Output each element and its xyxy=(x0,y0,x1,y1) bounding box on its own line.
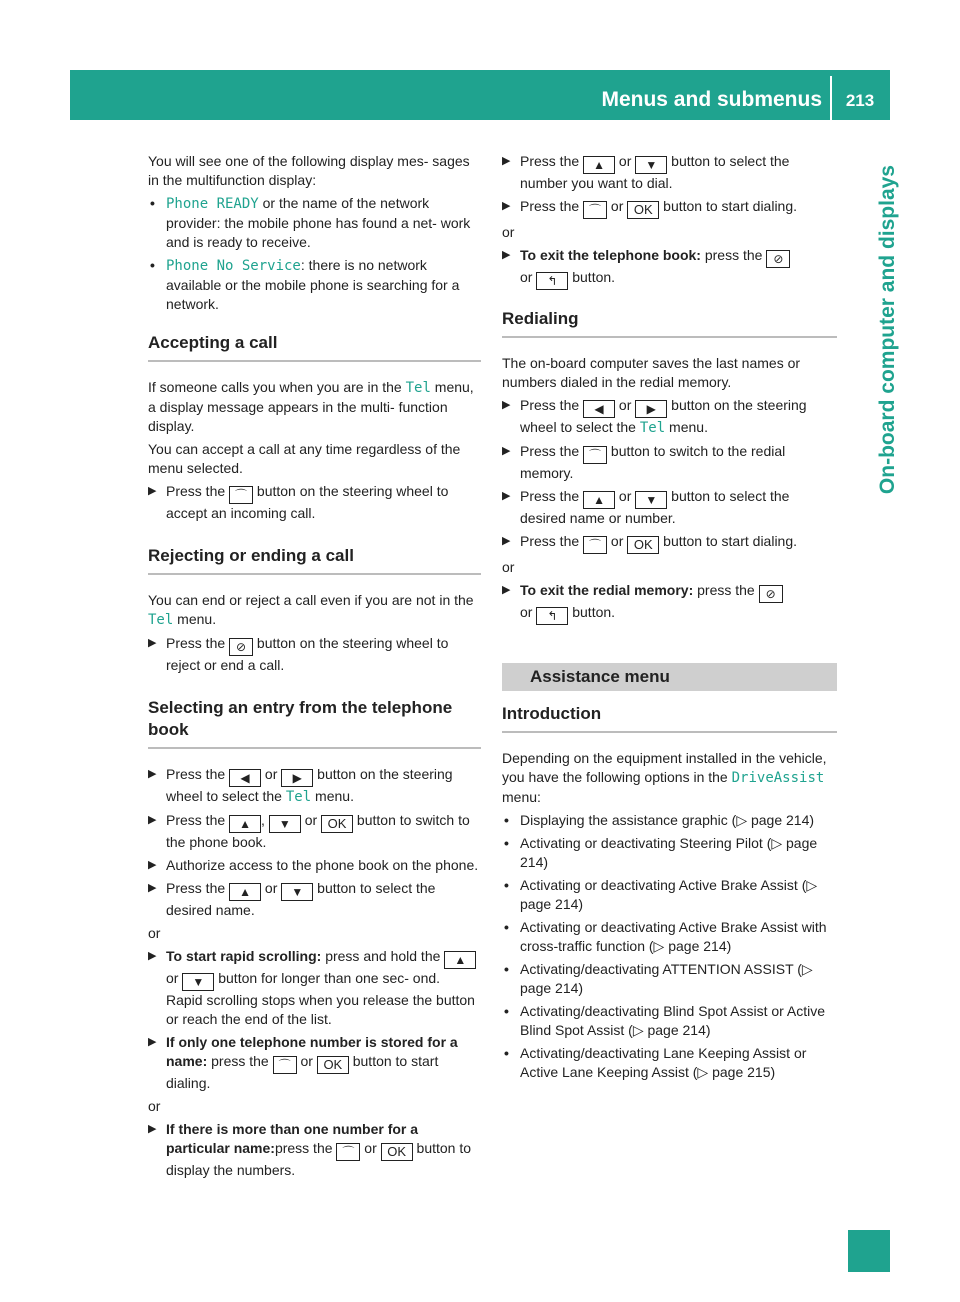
phone-key-icon: ⌒ xyxy=(273,1056,297,1074)
back-key-icon: ↰ xyxy=(536,272,568,290)
step: ▶ Press the ⌒ or OK button to start dialing. xyxy=(502,198,798,217)
ok-key-icon: OK xyxy=(627,201,659,219)
step: ▶ Press the ◀ or ▶ button on the steering wheel to select the Tel menu. xyxy=(502,397,807,436)
paragraph: You can accept a call at any time regardless of the menu selected. xyxy=(148,441,461,476)
hangup-key-icon: ⊘ xyxy=(229,638,253,656)
up-key-icon: ▲ xyxy=(229,815,261,833)
step-arrow-icon: ▶ xyxy=(148,950,157,962)
left-key-icon: ◀ xyxy=(229,769,261,787)
step-arrow-icon: ▶ xyxy=(148,1036,157,1048)
side-tab-title: On-board computer and displays xyxy=(876,165,899,495)
list-item: • Phone No Service: there is no network available or the mobile phone is searching for a network. xyxy=(150,257,460,312)
step: ▶ Press the ▲ or ▼ button to select the desired name. xyxy=(148,880,436,918)
down-key-icon: ▼ xyxy=(281,883,313,901)
step-arrow-icon: ▶ xyxy=(148,814,157,826)
or-text: or xyxy=(148,1098,161,1114)
list-item: • Activating/deactivating Blind Spot Assist or Active Blind Spot Assist (▷ page 214) xyxy=(504,1003,826,1038)
page-header-title: Menus and submenus xyxy=(601,88,822,111)
list-item: • Phone READY or the name of the network provider: the mobile phone has found a net- work and is ready to receive. xyxy=(150,195,471,250)
step: ▶ To exit the telephone book: press the ⊘ or ↰ button. xyxy=(502,246,837,290)
down-key-icon: ▼ xyxy=(635,491,667,509)
section-title-introduction: Introduction xyxy=(502,703,837,733)
list-item: • Activating/deactivating Lane Keeping Assist or Active Lane Keeping Assist (▷ page 215) xyxy=(504,1045,807,1080)
paragraph: Depending on the equipment installed in the vehicle, you have the following options in the DriveAssist menu: xyxy=(502,750,827,805)
step: ▶ Press the ▲ or ▼ button to select the number you want to dial. xyxy=(502,153,790,191)
step-arrow-icon: ▶ xyxy=(148,882,157,894)
side-tab xyxy=(876,165,900,725)
step-arrow-icon: ▶ xyxy=(502,445,511,457)
step-arrow-icon: ▶ xyxy=(502,535,511,547)
paragraph: The on-board computer saves the last names or numbers dialed in the redial memory. xyxy=(502,355,801,390)
paragraph: If someone calls you when you are in the Tel menu, a display message appears in the multi- function display. xyxy=(148,379,474,434)
section-title-accepting: Accepting a call xyxy=(148,332,481,362)
step-arrow-icon: ▶ xyxy=(148,637,157,649)
left-key-icon: ◀ xyxy=(583,400,615,418)
step: ▶ To start rapid scrolling: press and hold the ▲ or ▼ button for longer than one sec- ond. Rapid scrolling stops when you release the button or reach the end of the list. xyxy=(148,948,475,1027)
down-key-icon: ▼ xyxy=(635,156,667,174)
step-arrow-icon: ▶ xyxy=(148,1123,157,1135)
ok-key-icon: OK xyxy=(627,536,659,554)
step: ▶ Press the ⌒ button on the steering wheel to accept an incoming call. xyxy=(148,483,449,521)
step-arrow-icon: ▶ xyxy=(502,155,511,167)
phone-key-icon: ⌒ xyxy=(336,1143,360,1161)
right-column xyxy=(502,152,837,1086)
list-item: • Activating or deactivating Active Brake Assist (▷ page 214) xyxy=(504,877,818,912)
ok-key-icon: OK xyxy=(317,1056,349,1074)
down-key-icon: ▼ xyxy=(182,973,214,991)
paragraph: You can end or reject a call even if you are not in the Tel menu. xyxy=(148,592,474,628)
step-arrow-icon: ▶ xyxy=(148,485,157,497)
step: ▶ Press the ⌒ button to switch to the redial memory. xyxy=(502,443,786,481)
list-item: • Activating/deactivating ATTENTION ASSIST (▷ page 214) xyxy=(504,961,813,996)
phone-key-icon: ⌒ xyxy=(583,446,607,464)
header-divider xyxy=(830,76,832,120)
list-item: • Activating or deactivating Steering Pilot (▷ page 214) xyxy=(504,835,818,870)
step: ▶ To exit the redial memory: press the ⊘ or ↰ button. xyxy=(502,581,837,625)
step-arrow-icon: ▶ xyxy=(502,200,511,212)
hangup-key-icon: ⊘ xyxy=(766,250,790,268)
step: ▶ Authorize access to the phone book on the phone. xyxy=(148,857,479,873)
up-key-icon: ▲ xyxy=(229,883,261,901)
section-title-selecting: Selecting an entry from the telephone book xyxy=(148,697,481,749)
or-text: or xyxy=(148,925,161,941)
step-arrow-icon: ▶ xyxy=(502,399,511,411)
right-key-icon: ▶ xyxy=(281,769,313,787)
back-key-icon: ↰ xyxy=(536,607,568,625)
section-title-redialing: Redialing xyxy=(502,308,837,338)
list-item: • Displaying the assistance graphic (▷ page 214) xyxy=(504,812,815,828)
step-arrow-icon: ▶ xyxy=(148,859,157,871)
step-arrow-icon: ▶ xyxy=(502,584,511,596)
hangup-key-icon: ⊘ xyxy=(759,585,783,603)
phone-key-icon: ⌒ xyxy=(583,536,607,554)
assistance-menu-banner: Assistance menu xyxy=(502,663,837,691)
step: ▶ Press the ▲ , ▼ or OK button to switch to the phone book. xyxy=(148,812,470,850)
ok-key-icon: OK xyxy=(381,1143,413,1161)
step-arrow-icon: ▶ xyxy=(148,768,157,780)
list-item: • Activating or deactivating Active Brake Assist with cross-traffic function (▷ page 214) xyxy=(504,919,827,954)
up-key-icon: ▲ xyxy=(583,156,615,174)
left-column xyxy=(148,152,481,1184)
page-number: 213 xyxy=(845,91,875,110)
or-text: or xyxy=(502,559,515,575)
up-key-icon: ▲ xyxy=(444,951,476,969)
phone-key-icon: ⌒ xyxy=(229,486,253,504)
side-tab-block xyxy=(848,1230,890,1272)
step-arrow-icon: ▶ xyxy=(502,490,511,502)
step: ▶ If there is more than one number for a particular name:press the ⌒ or OK button to display the numbers. xyxy=(148,1121,472,1178)
up-key-icon: ▲ xyxy=(583,491,615,509)
ok-key-icon: OK xyxy=(321,815,353,833)
or-text: or xyxy=(502,224,515,240)
step: ▶ Press the ⊘ button on the steering wheel to reject or end a call. xyxy=(148,635,449,673)
right-key-icon: ▶ xyxy=(635,400,667,418)
step: ▶ Press the ◀ or ▶ button on the steering wheel to select the Tel menu. xyxy=(148,766,453,805)
step: ▶ If only one telephone number is stored for a name: press the ⌒ or OK button to start dialing. xyxy=(148,1034,458,1091)
step: ▶ Press the ⌒ or OK button to start dialing. xyxy=(502,533,798,552)
step: ▶ Press the ▲ or ▼ button to select the desired name or number. xyxy=(502,488,790,526)
down-key-icon: ▼ xyxy=(269,815,301,833)
step-arrow-icon: ▶ xyxy=(502,249,511,261)
section-title-rejecting: Rejecting or ending a call xyxy=(148,545,481,575)
intro-text: You will see one of the following display mes- sages in the multifunction display: xyxy=(148,153,470,188)
phone-key-icon: ⌒ xyxy=(583,201,607,219)
